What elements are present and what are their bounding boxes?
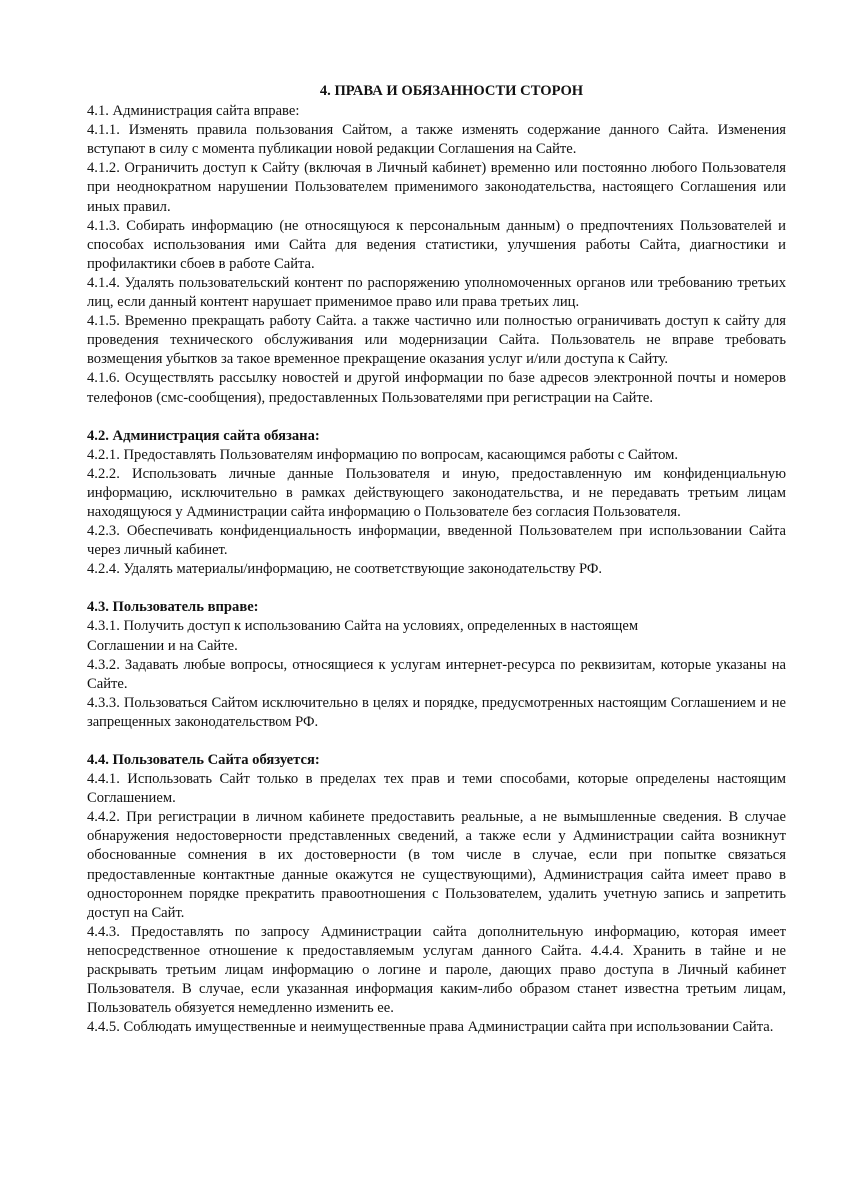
- paragraph-4-1-4: 4.1.4. Удалять пользовательский контент по распоряжению уполномоченных органов или требованию третьих лиц, если данный контент нарушает применимое право или права третьих лиц.: [87, 274, 786, 311]
- section-title: 4. ПРАВА И ОБЯЗАННОСТИ СТОРОН: [319, 83, 584, 99]
- paragraph-4-1-3: 4.1.3. Собирать информацию (не относящуюся к персональным данным) о предпочтениях Пользователей и способах использования ими Сайта для ведения статистики, улучшения работы Сайта, диагностики и профилактики сбоев в работе Сайта.: [87, 217, 786, 272]
- paragraph-4-2-3: 4.2.3. Обеспечивать конфиденциальность информации, введенной Пользователем при использовании Сайта через личный кабинет.: [87, 523, 786, 559]
- heading-4-3: 4.3. Пользователь вправе:: [87, 599, 259, 616]
- paragraph-4-1-2: 4.1.2. Ограничить доступ к Сайту (включая в Личный кабинет) временно или постоянно любого Пользователя при неоднократном нарушении Пользователем применимого законодательства, настоящего Соглашения или иных правил.: [87, 160, 786, 215]
- heading-4-4: 4.4. Пользователь Сайта обязуется:: [87, 752, 320, 768]
- section-spacer: [87, 579, 786, 598]
- paragraph-4-2-1: 4.2.1. Предоставлять Пользователям информацию по вопросам, касающимся работы с Сайтом.: [87, 446, 679, 463]
- paragraph-4-4-5: 4.4.5. Соблюдать имущественные и неимущественные права Администрации сайта при использовании Сайта.: [87, 1019, 774, 1036]
- section-spacer: [87, 408, 786, 427]
- paragraph-4-1-5: 4.1.5. Временно прекращать работу Сайта. а также частично или полностью ограничивать доступ к сайту для проведения технического обслуживания или модернизации Сайта. Пользователь не вправе требовать возмещения убытков за такое временное прекращение оказания услуг и/или доступа к Сайту.: [87, 313, 786, 368]
- paragraph-4-1-6: 4.1.6. Осуществлять рассылку новостей и другой информации по базе адресов электронной почты и номеров телефонов (смс-сообщения), предоставленных Пользователями при регистрации на Сайте.: [87, 370, 786, 406]
- paragraph-4-3-2: 4.3.2. Задавать любые вопросы, относящиеся к услугам интернет-ресурса по реквизитам, которые указаны на Сайте.: [87, 656, 786, 692]
- paragraph-4-2-2: 4.2.2. Использовать личные данные Пользователя и иную, предоставленную им конфиденциальную информацию, исключительно в рамках действующего законодательства, и не передавать третьим лицам находящуюся у Администрации сайта информацию о Пользователе без согласия Пользователя.: [87, 465, 786, 520]
- paragraph-4-3-3: 4.3.3. Пользоваться Сайтом исключительно в целях и порядке, предусмотренных настоящим Соглашением и не запрещенных законодательством РФ.: [87, 694, 786, 730]
- paragraph-4-3-1-line-2: Соглашении и на Сайте.: [87, 637, 238, 654]
- paragraph-4-1-1: 4.1.1. Изменять правила пользования Сайтом, а также изменять содержание данного Сайта. Изменения вступают в силу с момента публикации новой редакции Соглашения на Сайте.: [87, 122, 786, 158]
- heading-4-2: 4.2. Администрация сайта обязана:: [87, 427, 320, 444]
- paragraph-4-3-1-line-1: 4.3.1. Получить доступ к использованию Сайта на условиях, определенных в настоящем: [87, 618, 639, 635]
- paragraph-4-1: 4.1. Администрация сайта вправе:: [87, 103, 300, 120]
- paragraph-4-2-4: 4.2.4. Удалять материалы/информацию, не соответствующие законодательству РФ.: [87, 561, 603, 578]
- section-spacer: [87, 732, 786, 751]
- paragraph-4-4-1: 4.4.1. Использовать Сайт только в пределах тех прав и теми способами, которые определены настоящим Соглашением.: [87, 771, 786, 807]
- paragraph-4-4-2: 4.4.2. При регистрации в личном кабинете предоставить реальные, а не вымышленные сведения. В случае обнаружения недостоверности представленных сведений, а также если у Администрации сайта возникнут обоснованные сомнения в их достоверности (в том числе в случае, если при попытке связаться предоставленные контактные данные окажутся не существующими), Администрация сайта имеет право в одностороннем порядке прекратить правоотношения с Пользователем, удалить учетную запись и запретить доступ на Сайт.: [87, 809, 786, 921]
- paragraph-4-4-3: 4.4.3. Предоставлять по запросу Администрации сайта дополнительную информацию, которая имеет непосредственное отношение к предоставляемым услугам данного Сайта. 4.4.4. Хранить в тайне и не раскрывать третьим лицам информацию о логине и пароле, дающих право доступа в Личный кабинет Пользователя. В случае, если указанная информация каким-либо образом станет известна третьим лицам, Пользователь обязуется немедленно изменить ее.: [87, 923, 786, 1017]
